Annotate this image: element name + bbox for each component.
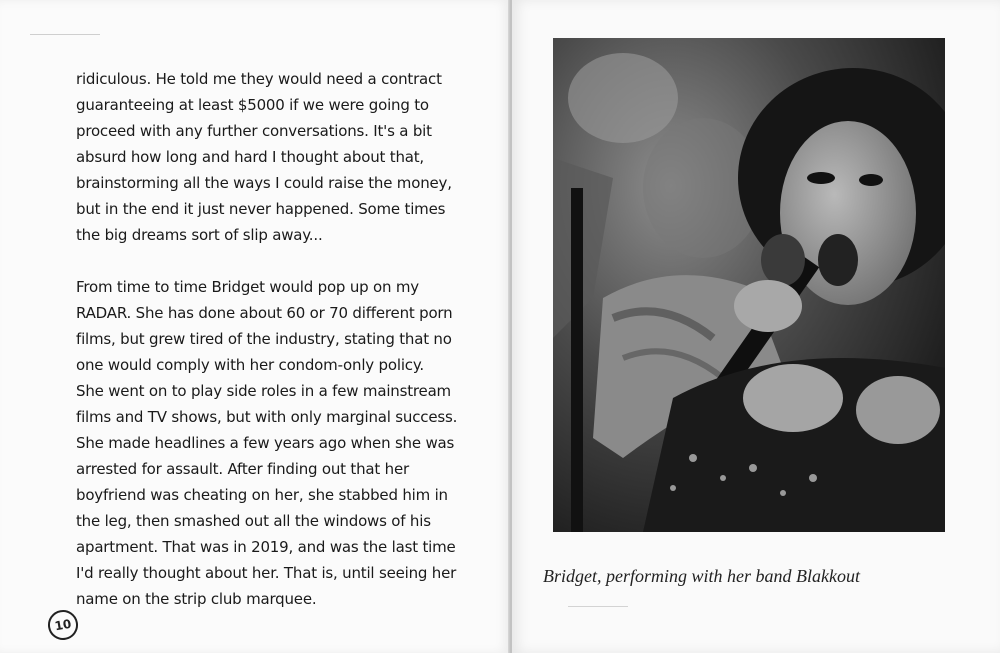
paragraph-1: ridiculous. He told me they would need a contract guaranteeing at least $5000 if we were going to proceed with any further conversations. It's a bit absurd how long and hard I thought about that, brainstorming all the ways I could raise the money, but in the end it just never happened. Some times the big dreams sort of slip away... [76,70,452,244]
page-edge-mark [30,34,100,35]
photo-caption: Bridget, performing with her band Blakkout [543,566,860,586]
page-edge-mark [568,606,628,607]
performer-photo [553,38,945,532]
body-text [76,66,476,612]
page-number: 10 [46,608,81,643]
paragraph-2: From time to time Bridget would pop up on my RADAR. She has done about 60 or 70 different porn films, but grew tired of the industry, stating that no one would comply with her condom-only policy. She went on to play side roles in a few mainstream films and TV shows, but with only marginal success. She made headlines a few years ago when she was arrested for assault. After finding out that her boyfriend was cheating on her, she stabbed him in the leg, then smashed out all the windows of his apartment. That was in 2019, and was the last time I'd really thought about her. That is, until seeing her name on the strip club marquee. [76,278,458,608]
